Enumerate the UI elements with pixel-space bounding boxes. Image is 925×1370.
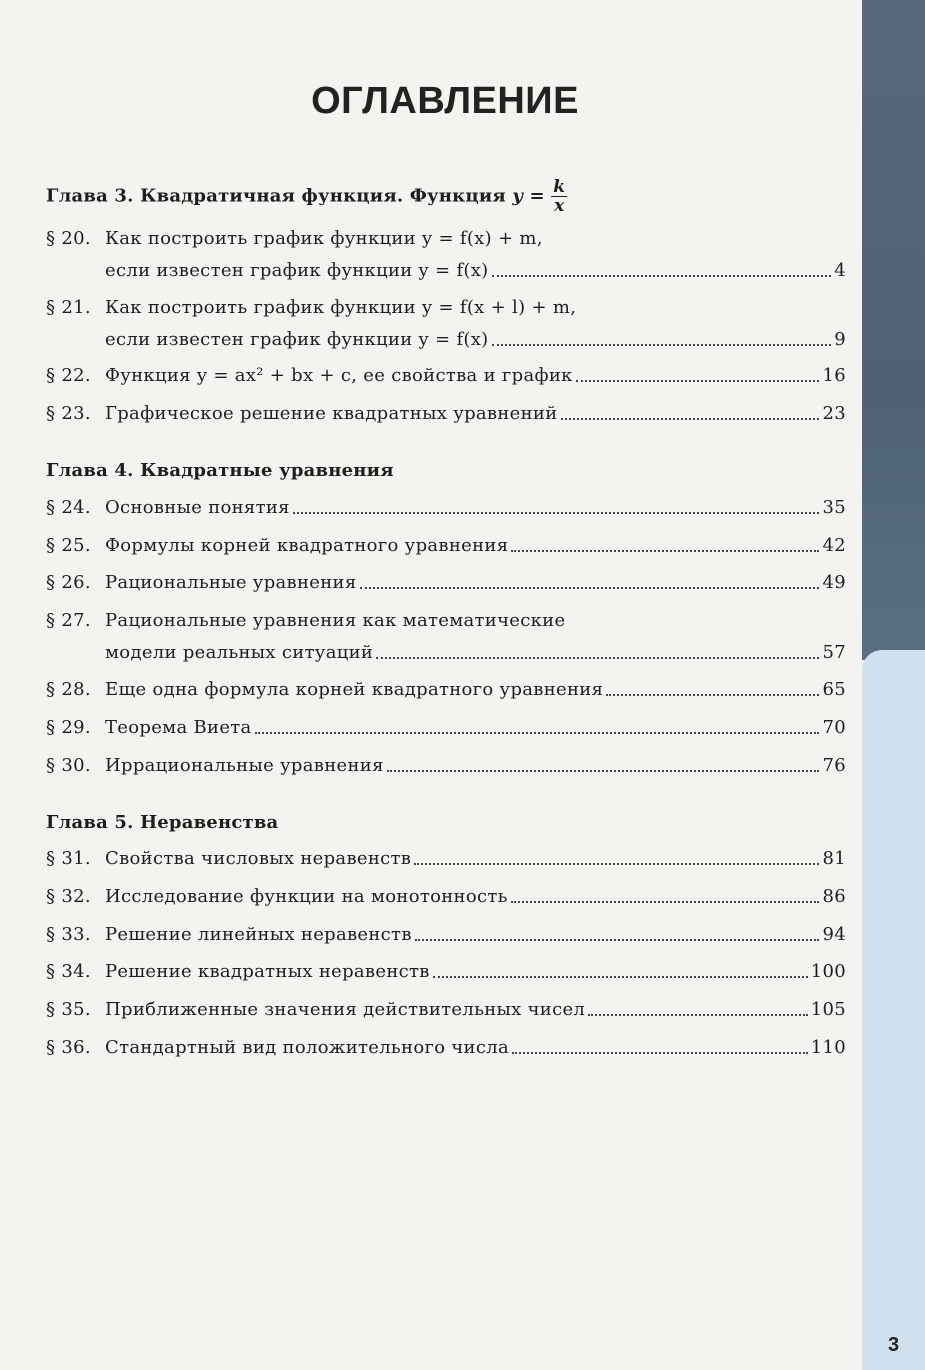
page-ref: 9: [834, 329, 846, 350]
section-title: Решение квадратных неравенств: [105, 961, 430, 982]
toc-entry-28[interactable]: [46, 676, 846, 704]
page-ref: 70: [822, 717, 846, 738]
toc-entry-27-line1[interactable]: [46, 607, 846, 635]
section-title: Функция y = ax² + bx + c, ее свойства и график: [105, 365, 573, 386]
toc-entry-20-line1[interactable]: [46, 225, 846, 253]
section-number: § 31.: [46, 848, 91, 869]
side-tab-light: [862, 650, 925, 1370]
toc-entry-23[interactable]: [46, 400, 846, 428]
section-number: § 23.: [46, 403, 91, 424]
page-ref: 57: [822, 642, 846, 663]
chapter-4-heading: [46, 460, 394, 481]
leader-dots: [415, 938, 820, 941]
section-number: § 32.: [46, 886, 91, 907]
section-title: Как построить график функции y = f(x) + m,: [105, 228, 543, 249]
toc-entry-27[interactable]: [46, 639, 846, 667]
chapter-3-math: y =: [512, 185, 545, 207]
leader-dots: [293, 511, 820, 514]
toc-entry-34[interactable]: [46, 958, 846, 986]
page-number: 3: [887, 1334, 900, 1356]
toc-entry-24[interactable]: [46, 494, 846, 522]
toc-entry-22[interactable]: [46, 362, 846, 390]
toc-entry-21[interactable]: [46, 326, 846, 354]
chapter-5-heading: [46, 812, 278, 833]
toc-entry-31[interactable]: [46, 845, 846, 873]
fraction-k-over-x: [551, 178, 567, 215]
toc-entry-20[interactable]: [46, 257, 846, 285]
toc-entry-25[interactable]: [46, 532, 846, 560]
page-ref: 4: [834, 260, 846, 281]
section-number: § 26.: [46, 572, 91, 593]
page-ref: 16: [822, 365, 846, 386]
section-title: если известен график функции y = f(x): [105, 260, 489, 281]
toc-entry-35[interactable]: [46, 996, 846, 1024]
page-ref: 110: [810, 1037, 846, 1058]
section-number: § 28.: [46, 679, 91, 700]
toc-entry-30[interactable]: [46, 752, 846, 780]
section-number: § 36.: [46, 1037, 91, 1058]
page-ref: 49: [822, 572, 846, 593]
section-title: Как построить график функции y = f(x + l) + m,: [105, 297, 577, 318]
leader-dots: [414, 862, 819, 865]
section-number: § 33.: [46, 924, 91, 945]
leader-dots: [606, 693, 819, 696]
section-title: Рациональные уравнения: [105, 572, 357, 593]
page-ref: 94: [822, 924, 846, 945]
chapter-5-title: Глава 5. Неравенства: [46, 812, 279, 833]
page-ref: 105: [810, 999, 846, 1020]
section-title: Решение линейных неравенств: [105, 924, 412, 945]
toc-entry-29[interactable]: [46, 714, 846, 742]
chapter-3-title: Глава 3. Квадратичная функция. Функция: [46, 185, 506, 207]
chapter-3-heading: [46, 178, 567, 215]
toc-entry-32[interactable]: [46, 883, 846, 911]
leader-dots: [588, 1013, 808, 1016]
page-ref: 42: [822, 535, 846, 556]
leader-dots: [561, 417, 820, 420]
section-number: § 34.: [46, 961, 91, 982]
leader-dots: [433, 975, 808, 978]
page-ref: 65: [822, 679, 846, 700]
section-title: если известен график функции y = f(x): [105, 329, 489, 350]
section-title: Теорема Виета: [105, 717, 252, 738]
section-title: Иррациональные уравнения: [105, 755, 384, 776]
leader-dots: [376, 656, 819, 659]
leader-dots: [360, 586, 820, 589]
section-number: § 35.: [46, 999, 91, 1020]
leader-dots: [255, 731, 820, 734]
leader-dots: [492, 274, 832, 277]
section-title: Приближенные значения действительных чисел: [105, 999, 586, 1020]
section-title: Рациональные уравнения как математические: [105, 610, 566, 631]
toc-entry-26[interactable]: [46, 569, 846, 597]
section-number: § 25.: [46, 535, 91, 556]
section-title: модели реальных ситуаций: [105, 642, 374, 663]
fraction-numerator: k: [553, 177, 566, 197]
leader-dots: [387, 769, 820, 772]
section-title: Формулы корней квадратного уравнения: [105, 535, 509, 556]
leader-dots: [511, 549, 819, 552]
leader-dots: [511, 900, 820, 903]
section-title: Основные понятия: [105, 497, 290, 518]
section-number: § 30.: [46, 755, 91, 776]
section-title: Графическое решение квадратных уравнений: [105, 403, 558, 424]
section-number: § 24.: [46, 497, 91, 518]
fraction-denominator: x: [554, 196, 565, 216]
section-number: § 22.: [46, 365, 91, 386]
toc-entry-36[interactable]: [46, 1034, 846, 1062]
leader-dots: [576, 379, 820, 382]
chapter-4-title: Глава 4. Квадратные уравнения: [46, 460, 394, 481]
page-ref: 86: [822, 886, 846, 907]
page-ref: 81: [822, 848, 846, 869]
page-ref: 23: [822, 403, 846, 424]
page-ref: 76: [822, 755, 846, 776]
page-ref: 100: [810, 961, 846, 982]
section-number: § 29.: [46, 717, 91, 738]
section-number: § 21.: [46, 297, 91, 318]
section-title: Исследование функции на монотонность: [105, 886, 508, 907]
toc-entry-21-line1[interactable]: [46, 294, 846, 322]
section-title: Стандартный вид положительного числа: [105, 1037, 510, 1058]
section-number: § 20.: [46, 228, 91, 249]
section-number: § 27.: [46, 610, 91, 631]
page-ref: 35: [822, 497, 846, 518]
leader-dots: [492, 343, 832, 346]
section-title: Еще одна формула корней квадратного уравнения: [105, 679, 604, 700]
section-title: Свойства числовых неравенств: [105, 848, 412, 869]
page-title: ОГЛАВЛЕНИЕ: [311, 80, 579, 122]
toc-entry-33[interactable]: [46, 921, 846, 949]
leader-dots: [512, 1051, 808, 1054]
